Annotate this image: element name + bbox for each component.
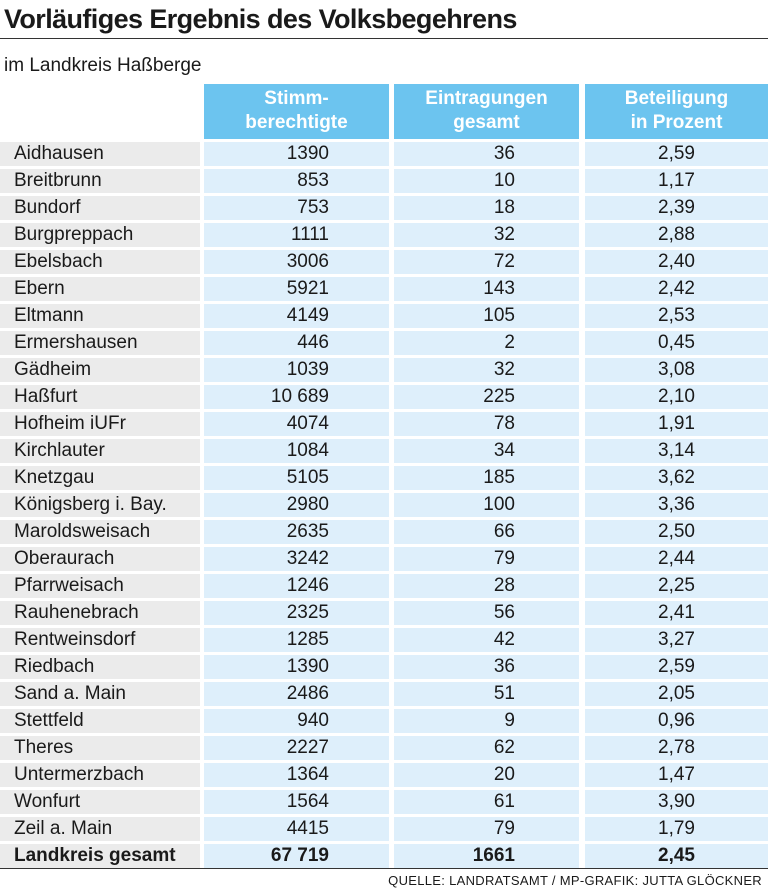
cell-stimmberechtigte: 1246 — [204, 574, 389, 598]
cell-beteiligung: 2,45 — [585, 844, 768, 868]
cell-eintragungen: 32 — [394, 223, 579, 247]
table-row — [0, 655, 768, 682]
cell-stimmberechtigte: 10 689 — [204, 385, 389, 409]
cell-eintragungen: 78 — [394, 412, 579, 436]
cell-beteiligung: 2,39 — [585, 196, 768, 220]
cell-municipality: Haßfurt — [0, 385, 200, 409]
cell-stimmberechtigte: 3006 — [204, 250, 389, 274]
cell-stimmberechtigte: 2980 — [204, 493, 389, 517]
table-row — [0, 250, 768, 277]
cell-municipality: Gädheim — [0, 358, 200, 382]
title-divider — [0, 38, 768, 39]
cell-stimmberechtigte: 1390 — [204, 655, 389, 679]
cell-beteiligung: 0,96 — [585, 709, 768, 733]
cell-stimmberechtigte: 853 — [204, 169, 389, 193]
cell-stimmberechtigte: 5921 — [204, 277, 389, 301]
cell-beteiligung: 2,44 — [585, 547, 768, 571]
cell-stimmberechtigte: 4415 — [204, 817, 389, 841]
table-row — [0, 547, 768, 574]
cell-municipality: Ermershausen — [0, 331, 200, 355]
table-row — [0, 142, 768, 169]
table-row — [0, 520, 768, 547]
cell-eintragungen: 62 — [394, 736, 579, 760]
cell-eintragungen: 79 — [394, 547, 579, 571]
cell-beteiligung: 2,05 — [585, 682, 768, 706]
column-header-line: in Prozent — [630, 112, 723, 133]
cell-municipality: Rauhenebrach — [0, 601, 200, 625]
cell-beteiligung: 2,59 — [585, 655, 768, 679]
cell-eintragungen: 185 — [394, 466, 579, 490]
cell-eintragungen: 9 — [394, 709, 579, 733]
cell-eintragungen: 66 — [394, 520, 579, 544]
cell-beteiligung: 2,53 — [585, 304, 768, 328]
column-header-line: Eintragungen — [425, 88, 548, 109]
cell-eintragungen: 36 — [394, 655, 579, 679]
cell-municipality: Aidhausen — [0, 142, 200, 166]
table-row — [0, 682, 768, 709]
table-subtitle: im Landkreis Haßberge — [4, 55, 202, 76]
cell-stimmberechtigte: 4074 — [204, 412, 389, 436]
cell-stimmberechtigte: 4149 — [204, 304, 389, 328]
cell-stimmberechtigte: 2325 — [204, 601, 389, 625]
table-row — [0, 385, 768, 412]
cell-beteiligung: 3,36 — [585, 493, 768, 517]
cell-municipality: Oberaurach — [0, 547, 200, 571]
table-row — [0, 628, 768, 655]
cell-stimmberechtigte: 2635 — [204, 520, 389, 544]
cell-municipality: Ebelsbach — [0, 250, 200, 274]
table-row — [0, 412, 768, 439]
cell-municipality: Königsberg i. Bay. — [0, 493, 200, 517]
table-row — [0, 763, 768, 790]
cell-stimmberechtigte: 446 — [204, 331, 389, 355]
cell-stimmberechtigte: 5105 — [204, 466, 389, 490]
cell-municipality: Burgpreppach — [0, 223, 200, 247]
cell-beteiligung: 3,14 — [585, 439, 768, 463]
table-title: Vorläufiges Ergebnis des Volksbegehrens — [4, 4, 517, 34]
table-row — [0, 304, 768, 331]
table-row — [0, 277, 768, 304]
cell-beteiligung: 2,25 — [585, 574, 768, 598]
cell-municipality: Hofheim iUFr — [0, 412, 200, 436]
cell-municipality: Rentweinsdorf — [0, 628, 200, 652]
table-row — [0, 574, 768, 601]
cell-stimmberechtigte: 1390 — [204, 142, 389, 166]
column-header-line: Beteiligung — [624, 88, 729, 109]
cell-municipality: Wonfurt — [0, 790, 200, 814]
cell-municipality: Stettfeld — [0, 709, 200, 733]
cell-stimmberechtigte: 940 — [204, 709, 389, 733]
cell-municipality: Knetzgau — [0, 466, 200, 490]
cell-eintragungen: 100 — [394, 493, 579, 517]
table-row — [0, 817, 768, 844]
cell-eintragungen: 61 — [394, 790, 579, 814]
footer-divider — [0, 868, 768, 869]
cell-municipality: Kirchlauter — [0, 439, 200, 463]
cell-eintragungen: 36 — [394, 142, 579, 166]
cell-municipality: Riedbach — [0, 655, 200, 679]
cell-beteiligung: 3,27 — [585, 628, 768, 652]
cell-beteiligung: 3,08 — [585, 358, 768, 382]
cell-municipality: Landkreis gesamt — [0, 844, 200, 868]
cell-eintragungen: 10 — [394, 169, 579, 193]
cell-eintragungen: 79 — [394, 817, 579, 841]
cell-beteiligung: 3,90 — [585, 790, 768, 814]
cell-municipality: Breitbrunn — [0, 169, 200, 193]
cell-eintragungen: 143 — [394, 277, 579, 301]
cell-municipality: Ebern — [0, 277, 200, 301]
cell-eintragungen: 105 — [394, 304, 579, 328]
cell-municipality: Theres — [0, 736, 200, 760]
table-row — [0, 169, 768, 196]
table-row — [0, 358, 768, 385]
cell-beteiligung: 0,45 — [585, 331, 768, 355]
cell-stimmberechtigte: 753 — [204, 196, 389, 220]
cell-stimmberechtigte: 1039 — [204, 358, 389, 382]
source-credit: QUELLE: LANDRATSAMT / MP-GRAFIK: JUTTA GLÖCKNER — [388, 873, 762, 888]
table-row — [0, 493, 768, 520]
table-row — [0, 790, 768, 817]
table-row — [0, 466, 768, 493]
cell-beteiligung: 1,91 — [585, 412, 768, 436]
column-header-line: gesamt — [453, 112, 520, 133]
table-row — [0, 736, 768, 763]
cell-beteiligung: 2,40 — [585, 250, 768, 274]
cell-eintragungen: 32 — [394, 358, 579, 382]
table-row — [0, 601, 768, 628]
cell-eintragungen: 2 — [394, 331, 579, 355]
column-header-eintragungen — [394, 84, 579, 139]
cell-beteiligung: 2,78 — [585, 736, 768, 760]
table-row — [0, 196, 768, 223]
cell-stimmberechtigte: 2486 — [204, 682, 389, 706]
cell-beteiligung: 2,42 — [585, 277, 768, 301]
cell-stimmberechtigte: 67 719 — [204, 844, 389, 868]
cell-municipality: Untermerzbach — [0, 763, 200, 787]
table-row — [0, 709, 768, 736]
cell-stimmberechtigte: 1084 — [204, 439, 389, 463]
cell-municipality: Zeil a. Main — [0, 817, 200, 841]
cell-eintragungen: 20 — [394, 763, 579, 787]
cell-eintragungen: 18 — [394, 196, 579, 220]
cell-stimmberechtigte: 1111 — [204, 223, 389, 247]
cell-stimmberechtigte: 1285 — [204, 628, 389, 652]
table-row — [0, 439, 768, 466]
cell-eintragungen: 56 — [394, 601, 579, 625]
cell-eintragungen: 225 — [394, 385, 579, 409]
cell-stimmberechtigte: 2227 — [204, 736, 389, 760]
cell-stimmberechtigte: 3242 — [204, 547, 389, 571]
cell-beteiligung: 1,79 — [585, 817, 768, 841]
cell-municipality: Pfarrweisach — [0, 574, 200, 598]
cell-beteiligung: 2,59 — [585, 142, 768, 166]
cell-eintragungen: 42 — [394, 628, 579, 652]
table-row — [0, 331, 768, 358]
column-header-line: Stimm- — [264, 88, 329, 109]
cell-municipality: Eltmann — [0, 304, 200, 328]
cell-beteiligung: 1,17 — [585, 169, 768, 193]
table-body — [0, 142, 768, 871]
cell-beteiligung: 2,10 — [585, 385, 768, 409]
cell-stimmberechtigte: 1564 — [204, 790, 389, 814]
cell-municipality: Bundorf — [0, 196, 200, 220]
cell-eintragungen: 72 — [394, 250, 579, 274]
cell-beteiligung: 2,41 — [585, 601, 768, 625]
cell-beteiligung: 3,62 — [585, 466, 768, 490]
cell-eintragungen: 1661 — [394, 844, 579, 868]
cell-beteiligung: 2,50 — [585, 520, 768, 544]
cell-municipality: Maroldsweisach — [0, 520, 200, 544]
cell-municipality: Sand a. Main — [0, 682, 200, 706]
cell-eintragungen: 34 — [394, 439, 579, 463]
cell-eintragungen: 28 — [394, 574, 579, 598]
cell-eintragungen: 51 — [394, 682, 579, 706]
table-row — [0, 223, 768, 250]
cell-beteiligung: 2,88 — [585, 223, 768, 247]
column-header-beteiligung — [585, 84, 768, 139]
cell-beteiligung: 1,47 — [585, 763, 768, 787]
column-header-line: berechtigte — [245, 112, 348, 133]
table-total-row — [0, 844, 768, 871]
column-header-stimmberechtigte — [204, 84, 389, 139]
cell-stimmberechtigte: 1364 — [204, 763, 389, 787]
